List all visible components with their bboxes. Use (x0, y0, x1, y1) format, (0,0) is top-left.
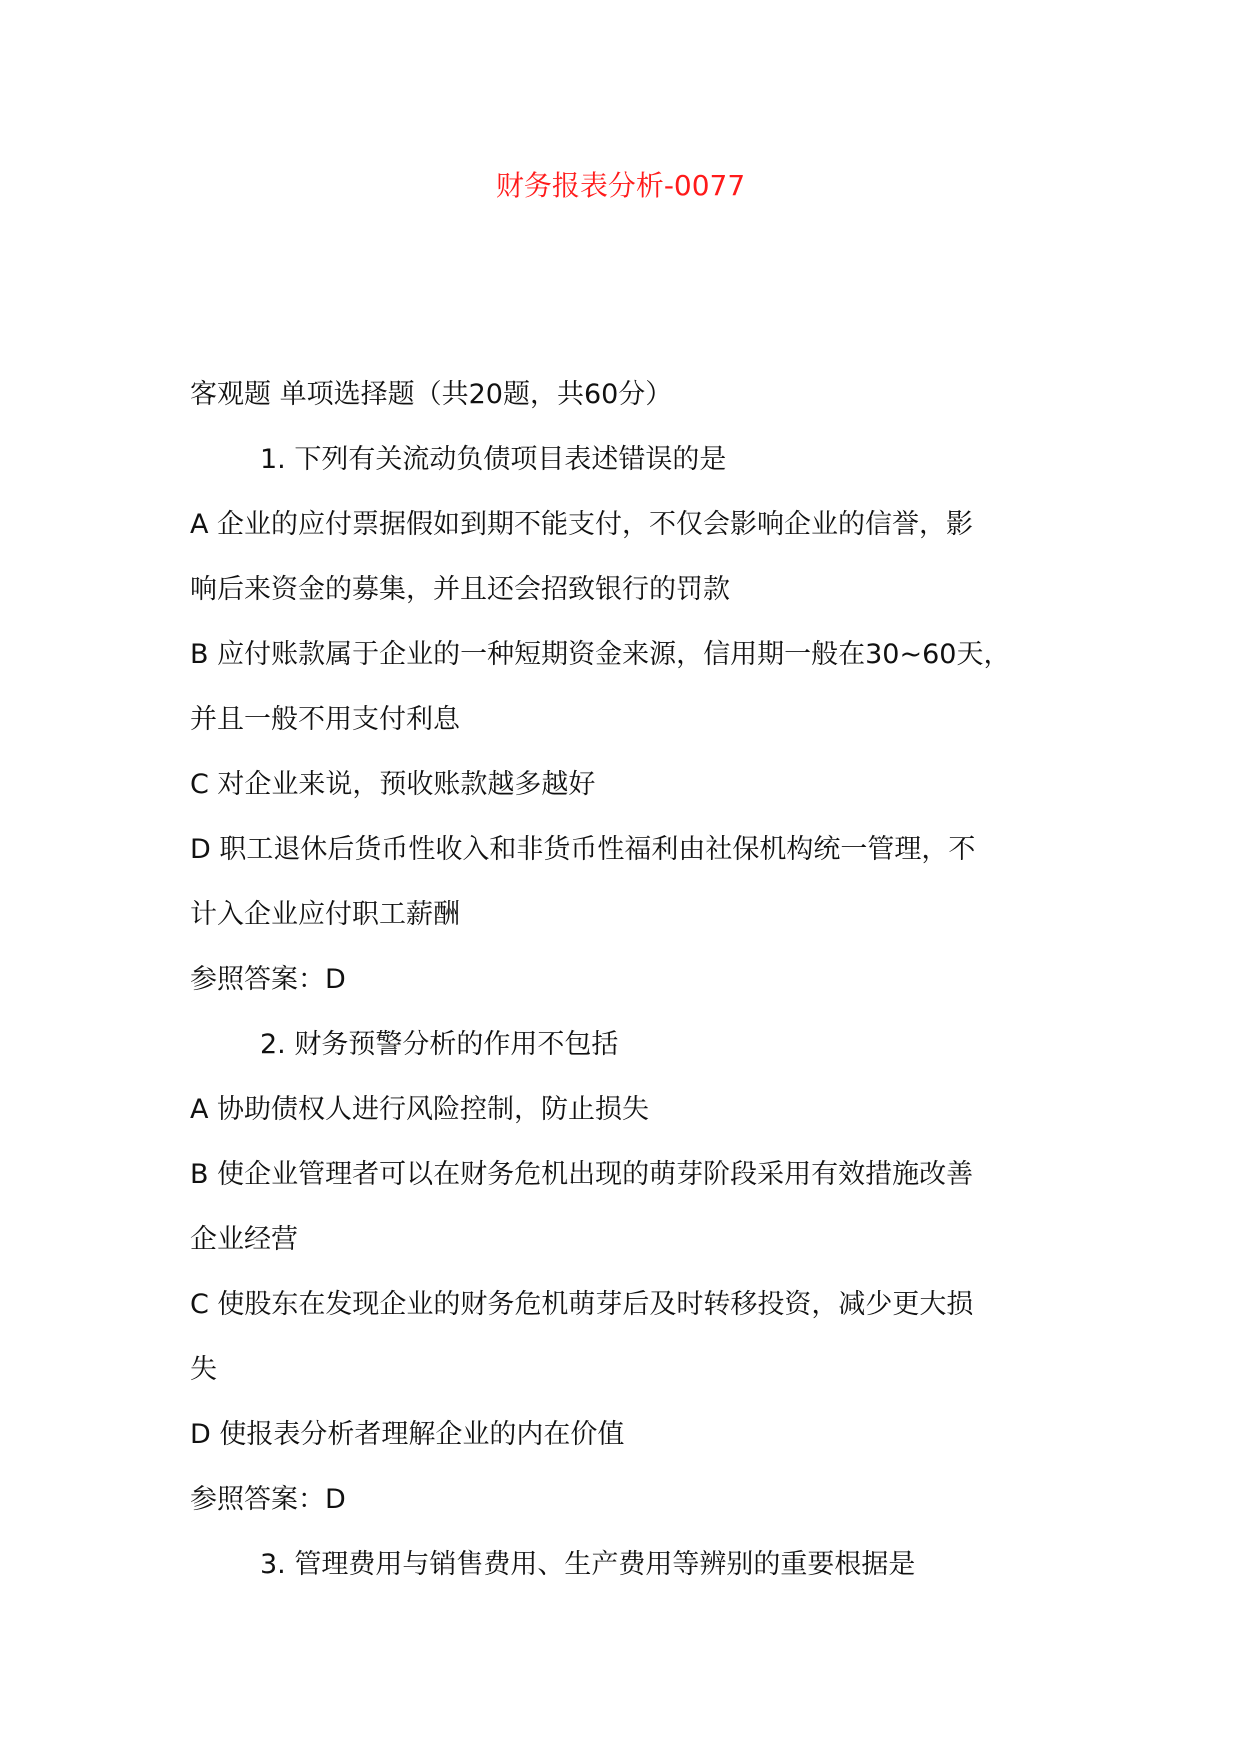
question-stem: 1. 下列有关流动负债项目表述错误的是 (260, 444, 727, 475)
option-b-line-1: B 应付账款属于企业的一种短期资金来源，信用期一般在30~60天， (190, 639, 1011, 670)
question-stem: 2. 财务预警分析的作用不包括 (260, 1029, 619, 1060)
option-b-line-1: B 使企业管理者可以在财务危机出现的萌芽阶段采用有效措施改善 (190, 1159, 974, 1190)
answer-text: 参照答案：D (190, 964, 346, 995)
question-stem: 3. 管理费用与销售费用、生产费用等辨别的重要根据是 (260, 1549, 916, 1580)
option-a-line-1: A 协助债权人进行风险控制，防止损失 (190, 1094, 650, 1125)
option-c-line-2: 失 (190, 1354, 217, 1385)
option-a-line-1: A 企业的应付票据假如到期不能支付，不仅会影响企业的信誉，影 (190, 509, 974, 540)
option-d-line-1: D 职工退休后货币性收入和非货币性福利由社保机构统一管理，不 (190, 834, 976, 865)
option-d-line-1: D 使报表分析者理解企业的内在价值 (190, 1419, 625, 1450)
option-b-line-2: 企业经营 (190, 1224, 298, 1255)
option-a-line-2: 响后来资金的募集，并且还会招致银行的罚款 (190, 574, 730, 605)
option-c-line-1: C 使股东在发现企业的财务危机萌芽后及时转移投资，减少更大损 (190, 1289, 974, 1320)
answer-text: 参照答案：D (190, 1484, 346, 1515)
option-b-line-2: 并且一般不用支付利息 (190, 704, 460, 735)
document-title: 财务报表分析-0077 (495, 169, 746, 202)
option-c-line-1: C 对企业来说，预收账款越多越好 (190, 769, 596, 800)
section-header: 客观题 单项选择题（共20题，共60分） (190, 379, 673, 410)
option-d-line-2: 计入企业应付职工薪酬 (190, 899, 460, 930)
document-body (190, 362, 1070, 1597)
